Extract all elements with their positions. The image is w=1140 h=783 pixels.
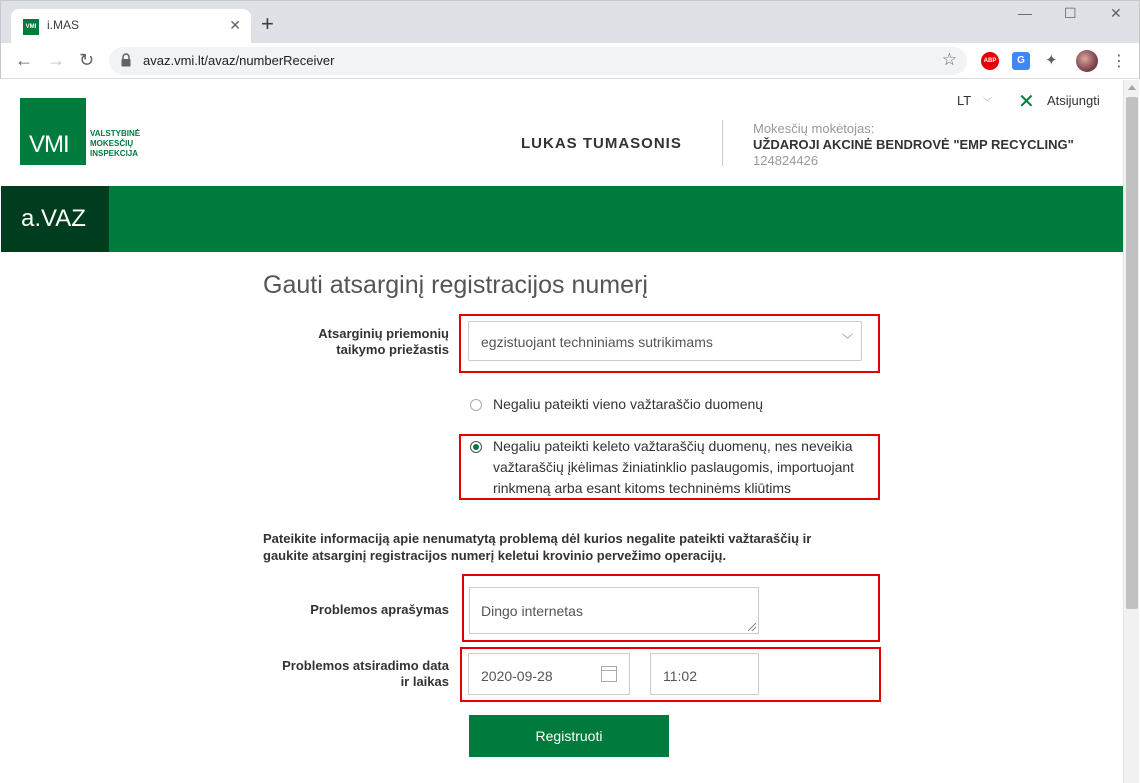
scroll-thumb[interactable] — [1126, 97, 1138, 609]
reason-select[interactable] — [468, 321, 862, 361]
radio-label-line: važtaraščių įkėlimas žiniatinklio paslaugomis, importuojant — [493, 459, 855, 475]
header-divider — [722, 120, 723, 166]
radio-single-waybill-label[interactable]: Negaliu pateikti vieno važtaraščio duomenų — [493, 396, 764, 412]
logout-icon[interactable]: ✕ — [1018, 91, 1035, 113]
info-line: Pateikite informaciją apie nenumatytą problemą dėl kurios negalite pateikti važtaraščių ir — [263, 531, 812, 546]
page-content — [1, 80, 1123, 783]
datetime-label — [251, 658, 449, 690]
logo-subtitle — [90, 129, 140, 159]
back-icon[interactable]: ← — [15, 50, 33, 70]
language-selector[interactable]: LT — [957, 93, 972, 108]
payer-code: 124824426 — [753, 153, 819, 168]
extensions-puzzle-icon[interactable]: ✦ — [1045, 52, 1058, 69]
minimize-icon[interactable]: — — [1018, 5, 1032, 21]
page-title: Gauti atsarginį registracijos numerį — [263, 271, 648, 299]
browser-toolbar — [0, 43, 1140, 79]
reload-icon[interactable]: ↻ — [79, 50, 95, 70]
date-value: 2020-09-28 — [481, 668, 553, 684]
logo-subtitle-line: VALSTYBINĖ — [90, 129, 141, 138]
reason-label-line: Atsarginių priemonių — [318, 326, 449, 341]
lock-icon — [121, 53, 131, 67]
page-scrollbar[interactable] — [1123, 80, 1139, 783]
logo-text: VMI — [29, 131, 69, 158]
radio-single-waybill[interactable] — [470, 399, 482, 411]
user-name: LUKAS TUMASONIS — [521, 135, 682, 152]
app-name[interactable]: a.VAZ — [1, 186, 109, 252]
address-bar[interactable] — [109, 47, 967, 75]
window-close-icon[interactable]: ✕ — [1110, 5, 1122, 21]
tab-close-icon[interactable]: ✕ — [229, 17, 241, 33]
logo-subtitle-line: MOKESČIŲ — [90, 139, 134, 148]
vmi-logo[interactable] — [20, 98, 86, 165]
date-input[interactable] — [468, 653, 630, 695]
radio-label-line: rinkmeną arba esant kitoms techninėms kliūtims — [493, 480, 792, 496]
calendar-icon[interactable] — [601, 666, 617, 682]
payer-label: Mokesčių mokėtojas: — [753, 121, 875, 136]
datetime-label-line: ir laikas — [400, 674, 449, 689]
url-text[interactable]: avaz.vmi.lt/avaz/numberReceiver — [143, 53, 335, 68]
app-banner — [1, 186, 1123, 252]
radio-label-line: Negaliu pateikti keleto važtaraščių duomenų, nes neveikia — [493, 438, 853, 454]
reason-label — [291, 326, 449, 358]
info-text — [263, 530, 863, 564]
description-label: Problemos aprašymas — [310, 602, 449, 617]
payer-name: UŽDAROJI AKCINĖ BENDROVĖ "EMP RECYCLING" — [753, 137, 1074, 152]
resize-handle-icon[interactable] — [748, 623, 756, 631]
description-textarea[interactable] — [469, 587, 759, 634]
radio-multiple-waybills-label[interactable] — [493, 436, 854, 499]
time-input[interactable] — [650, 653, 759, 695]
info-line: gaukite atsarginį registracijos numerį keletui krovinio pervežimo operacijų. — [263, 548, 727, 563]
logout-link[interactable]: Atsijungti — [1047, 93, 1100, 108]
chevron-down-icon[interactable]: ﹀ — [983, 97, 993, 107]
chevron-down-icon: ﹀ — [842, 334, 853, 346]
profile-avatar[interactable] — [1076, 50, 1098, 72]
datetime-label-line: Problemos atsiradimo data — [282, 658, 449, 673]
reason-label-line: taikymo priežastis — [336, 342, 449, 357]
translate-icon[interactable]: G — [1012, 52, 1030, 70]
vmi-favicon-icon: VMI — [23, 19, 39, 35]
forward-icon[interactable]: → — [47, 50, 65, 70]
maximize-icon[interactable]: ☐ — [1064, 5, 1077, 21]
logo-subtitle-line: INSPEKCIJA — [90, 149, 139, 158]
tab-title: i.MAS — [47, 18, 80, 32]
browser-menu-icon[interactable]: ⋮ — [1111, 53, 1127, 70]
adblock-icon[interactable]: ABP — [981, 52, 999, 70]
scroll-up-icon[interactable] — [1128, 85, 1136, 90]
radio-multiple-waybills[interactable] — [470, 441, 482, 453]
new-tab-icon[interactable]: + — [261, 11, 274, 36]
browser-tab[interactable] — [11, 9, 251, 44]
register-button[interactable]: Registruoti — [469, 715, 669, 757]
reason-select-value: egzistuojant techniniams sutrikimams — [481, 334, 713, 350]
time-value: 11:02 — [663, 668, 697, 684]
browser-tabstrip — [0, 0, 1140, 43]
bookmark-star-icon[interactable]: ☆ — [941, 50, 957, 69]
description-value: Dingo internetas — [481, 603, 583, 619]
